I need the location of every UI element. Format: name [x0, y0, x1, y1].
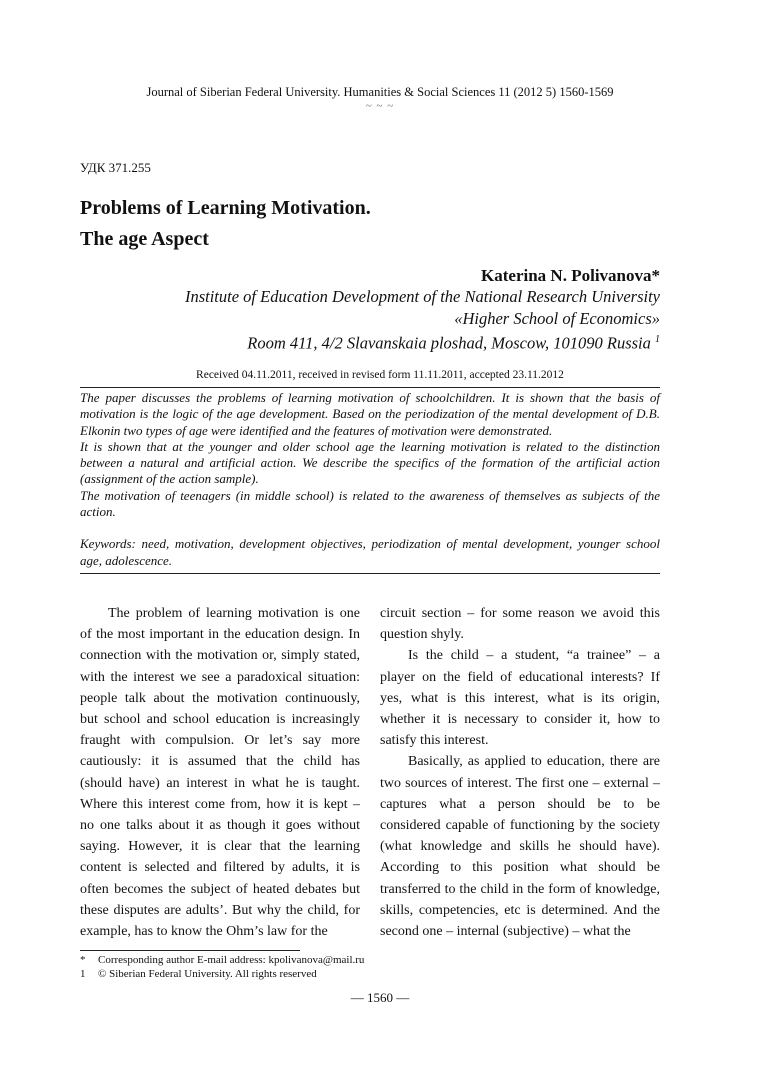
affiliation-address: Room 411, 4/2 Slavanskaia ploshad, Moscow, 101090 Russia — [247, 333, 651, 353]
footnote-mark: * — [80, 954, 86, 966]
udk-code: УДК 371.255 — [80, 160, 151, 175]
footnote-corresponding — [80, 953, 364, 967]
title-line-2: The age Aspect — [80, 228, 209, 250]
body-paragraph: The problem of learning motivation is one of the most important in the education design. In connection with the motivation or, simply stated, with the interest we see a paradoxical situation: people talk about the motivation continuously, but school and school education is increasingly fraught with compulsion. Or let’s say more cautiously: it is assumed that the child has (should have) an interest in what he is taught. Where this interest come from, how it is kept – no one talks about it as though it goes without saying. However, it is clear that the learning content is selected and filtered by adults, it is often becomes the subject of heated debates but these disputes are adults’. But why the child, for example, has to know the Ohm’s law for the — [80, 606, 360, 940]
author-name: Katerina N. Polivanova* — [481, 266, 660, 285]
body-column-right — [380, 603, 660, 942]
body-paragraph: circuit section – for some reason we avoid this question shyly. — [380, 606, 660, 643]
abstract-paragraph: The paper discusses the problems of learning motivation of schoolchildren. It is shown that the basis of motivation is the logic of the age development. Based on the periodization of the mental development of D.B. Elkonin two types of age were identified and the features of motivation were demonstrated. — [80, 390, 660, 438]
abstract-paragraph: It is shown that at the younger and older school age the learning motivation is related to the distinction between a natural and artificial action. We describe the specifics of the formation of the artificial action (assignment of the action sample). — [80, 438, 660, 487]
page-number: — 1560 — — [350, 990, 410, 1005]
keywords: Keywords: need, motivation, development objectives, periodization of mental development, younger school age, adolescence. — [80, 536, 660, 569]
abstract-paragraph: The motivation of teenagers (in middle school) is related to the awareness of themselves as subjects of the action. — [80, 487, 660, 520]
footnote-mark: 1 — [80, 968, 86, 980]
affiliation — [100, 286, 660, 354]
body-paragraph: Basically, as applied to education, there are two sources of interest. The first one – external – captures what a person should be to be considered capable of functioning by the society (what knowledge and skills he should have). According to this position what should be transferred to the child in the form of knowledge, skills, competencies, etc is determined. And the second one – internal (subjective) – what the — [380, 754, 660, 940]
affiliation-line-1: Institute of Education Development of the National Research University — [184, 287, 660, 306]
affiliation-line-3 — [100, 329, 660, 354]
article-title — [80, 193, 371, 255]
journal-header: Journal of Siberian Federal University. Humanities & Social Sciences 11 (2012 5) 1560-1569 — [146, 85, 614, 99]
footnote-text: Corresponding author E-mail address: kpolivanova@mail.ru — [98, 954, 365, 966]
abstract-bottom-rule — [80, 573, 660, 574]
title-line-1: Problems of Learning Motivation. — [80, 197, 371, 219]
abstract — [80, 390, 660, 520]
body-paragraph: Is the child – a student, “a trainee” – a player on the field of educational interests? If yes, what is this interest, what is its origin, whether it is necessary to consider it, how to satisfy this interest. — [380, 648, 660, 749]
affiliation-note-mark: 1 — [655, 334, 660, 345]
footnote-rule — [80, 950, 300, 951]
received-dates: Received 04.11.2011, received in revised form 11.11.2011, accepted 23.11.2012 — [196, 369, 564, 381]
header-separator: ~ ~ ~ — [365, 100, 395, 112]
body-column-left — [80, 603, 360, 942]
affiliation-line-2: «Higher School of Economics» — [454, 308, 660, 328]
footnote-copyright — [80, 967, 317, 981]
footnote-text: © Siberian Federal University. All rights reserved — [98, 968, 317, 980]
abstract-top-rule — [80, 387, 660, 388]
